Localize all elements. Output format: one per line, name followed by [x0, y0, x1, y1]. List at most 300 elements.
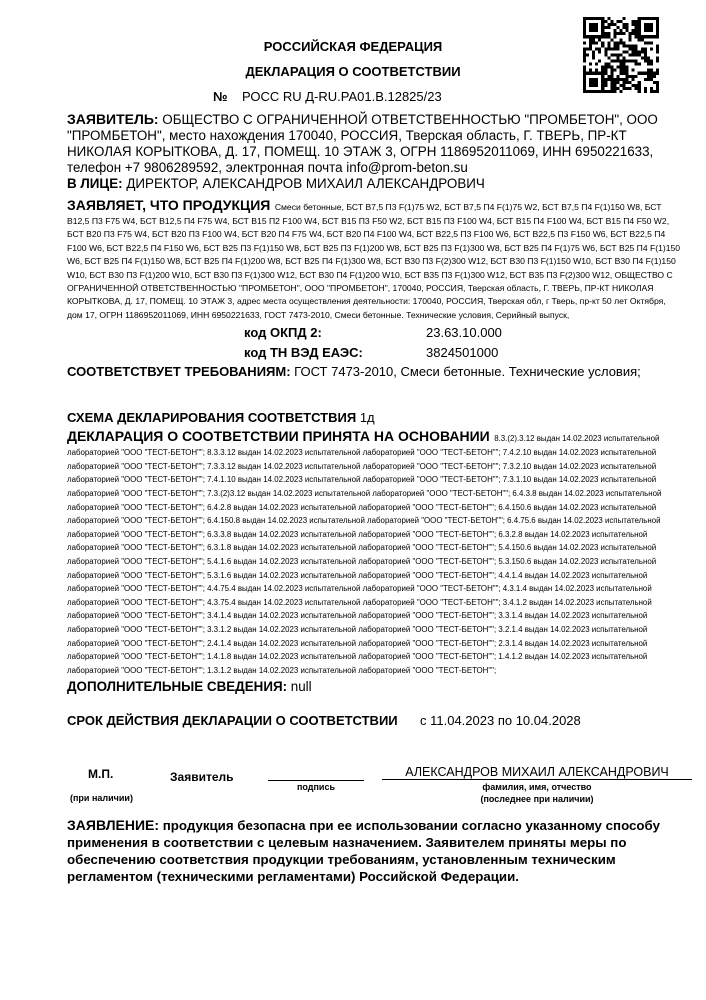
qr-module: [592, 53, 595, 56]
qr-module: [635, 50, 638, 53]
qr-module: [650, 87, 653, 90]
qr-module: [638, 72, 641, 75]
qr-module: [595, 23, 598, 26]
qr-module: [586, 17, 589, 20]
qr-module: [589, 35, 592, 38]
qr-module: [638, 63, 641, 66]
qr-module: [601, 17, 604, 20]
qr-module: [589, 63, 592, 66]
qr-module: [619, 63, 622, 66]
okpd-label: код ОКПД 2:: [244, 325, 322, 341]
qr-module: [650, 69, 653, 72]
qr-module: [601, 66, 604, 69]
qr-module: [583, 69, 586, 72]
qr-module: [601, 44, 604, 47]
qr-module: [635, 29, 638, 32]
qr-module: [629, 60, 632, 63]
qr-module: [592, 50, 595, 53]
qr-module: [604, 81, 607, 84]
qr-module: [616, 44, 619, 47]
qr-module: [635, 53, 638, 56]
qr-module: [626, 23, 629, 26]
qr-module: [607, 17, 610, 20]
qr-module: [635, 84, 638, 87]
qr-module: [650, 78, 653, 81]
qr-module: [635, 87, 638, 90]
qr-module: [635, 60, 638, 63]
qr-module: [604, 20, 607, 23]
qr-module: [601, 41, 604, 44]
qr-module: [656, 20, 659, 23]
qr-module: [613, 29, 616, 32]
qr-module: [607, 26, 610, 29]
qr-module: [632, 20, 635, 23]
qr-code: [583, 15, 659, 95]
qr-module: [583, 78, 586, 81]
qr-module: [601, 84, 604, 87]
qr-module: [589, 29, 592, 32]
qr-module: [626, 66, 629, 69]
qr-module: [623, 81, 626, 84]
qr-module: [641, 35, 644, 38]
qr-module: [595, 78, 598, 81]
qr-module: [583, 23, 586, 26]
qr-module: [623, 41, 626, 44]
qr-module: [616, 75, 619, 78]
qr-module: [650, 90, 653, 93]
statement-text: продукция безопасна при ее использовании согласно указанному способу применения в соответствии с целевым назначением. Заявителем приняты меры по обеспечению соответствия продукции требованиям, установленным техническим регламентом (техническими регламентами) Российской Федерации.: [67, 818, 660, 885]
qr-module: [653, 72, 656, 75]
basis-section: [67, 427, 682, 676]
qr-module: [656, 32, 659, 35]
qr-module: [629, 87, 632, 90]
qr-module: [583, 47, 586, 50]
qr-module: [632, 60, 635, 63]
qr-module: [647, 26, 650, 29]
qr-module: [613, 35, 616, 38]
qr-module: [656, 69, 659, 72]
qr-module: [613, 78, 616, 81]
qr-module: [583, 87, 586, 90]
qr-module: [623, 23, 626, 26]
qr-module: [613, 60, 616, 63]
qr-module: [629, 53, 632, 56]
qr-module: [607, 23, 610, 26]
qr-module: [626, 78, 629, 81]
qr-module: [623, 44, 626, 47]
statement-label: ЗАЯВЛЕНИЕ:: [67, 817, 160, 834]
qr-module: [595, 26, 598, 29]
qr-module: [626, 60, 629, 63]
qr-module: [619, 90, 622, 93]
qr-module: [635, 44, 638, 47]
qr-module: [623, 26, 626, 29]
qr-module: [583, 41, 586, 44]
qr-module: [638, 38, 641, 41]
qr-module: [623, 84, 626, 87]
qr-module: [632, 53, 635, 56]
seal-note: (при наличии): [70, 793, 133, 804]
qr-module: [601, 78, 604, 81]
country-title: РОССИЙСКАЯ ФЕДЕРАЦИЯ: [263, 39, 443, 54]
qr-module: [623, 17, 626, 20]
qr-module: [592, 35, 595, 38]
okpd-row: [244, 324, 682, 342]
qr-module: [604, 63, 607, 66]
qr-module: [592, 17, 595, 20]
qr-module: [583, 72, 586, 75]
qr-module: [589, 81, 592, 84]
qr-module: [644, 50, 647, 53]
qr-module: [619, 66, 622, 69]
qr-module: [604, 66, 607, 69]
qr-module: [601, 69, 604, 72]
qr-module: [626, 87, 629, 90]
qr-module: [656, 29, 659, 32]
qr-module: [632, 75, 635, 78]
qr-module: [629, 44, 632, 47]
qr-module: [607, 57, 610, 60]
qr-module: [656, 23, 659, 26]
qr-module: [592, 38, 595, 41]
qr-module: [650, 26, 653, 29]
qr-module: [626, 69, 629, 72]
qr-module: [592, 29, 595, 32]
qr-module: [629, 32, 632, 35]
qr-module: [613, 84, 616, 87]
qr-module: [626, 72, 629, 75]
qr-module: [589, 47, 592, 50]
qr-module: [650, 75, 653, 78]
compliance-label: СООТВЕТСТВУЕТ ТРЕБОВАНИЯМ:: [67, 364, 291, 380]
qr-module: [629, 47, 632, 50]
applicant-sign-label: Заявитель: [170, 770, 234, 785]
qr-module: [626, 81, 629, 84]
qr-module: [598, 35, 601, 38]
qr-module: [638, 17, 641, 20]
qr-module: [641, 57, 644, 60]
qr-module: [616, 53, 619, 56]
qr-module: [610, 47, 613, 50]
qr-module: [601, 75, 604, 78]
qr-module: [644, 60, 647, 63]
qr-module: [653, 75, 656, 78]
applicant-text: ОБЩЕСТВО С ОГРАНИЧЕННОЙ ОТВЕТСТВЕННОСТЬЮ "ПРОМБЕТОН", ООО "ПРОМБЕТОН", место нахождения 170040, РОССИЯ, Тверская область, Г. ТВЕРЬ, ПР-КТ НИКОЛАЯ КОРЫТКОВА, Д. 17, ПОМЕЩ. 10 ЭТАЖ 3, ОГРН 1186952011069, ИНН 6950221633, телефон +7 9806289592, электронная почта info@prom-beton.su: [67, 112, 658, 175]
qr-module: [647, 60, 650, 63]
qr-module: [635, 26, 638, 29]
qr-module: [647, 23, 650, 26]
qr-module: [607, 35, 610, 38]
qr-module: [583, 84, 586, 87]
document-title: ДЕКЛАРАЦИЯ О СООТВЕТСТВИИ: [245, 64, 461, 79]
qr-module: [616, 20, 619, 23]
qr-module: [619, 29, 622, 32]
qr-module: [610, 38, 613, 41]
qr-module: [635, 23, 638, 26]
qr-module: [635, 75, 638, 78]
qr-module: [586, 90, 589, 93]
qr-module: [656, 72, 659, 75]
qr-module: [583, 29, 586, 32]
qr-module: [613, 69, 616, 72]
qr-module: [583, 20, 586, 23]
qr-module: [610, 66, 613, 69]
qr-module: [641, 38, 644, 41]
qr-module: [647, 69, 650, 72]
qr-module: [647, 78, 650, 81]
qr-module: [632, 50, 635, 53]
tnved-row: [244, 344, 682, 362]
qr-module: [616, 47, 619, 50]
qr-module: [650, 41, 653, 44]
qr-module: [601, 20, 604, 23]
qr-module: [589, 41, 592, 44]
qr-module: [638, 35, 641, 38]
qr-module: [629, 38, 632, 41]
qr-module: [623, 50, 626, 53]
qr-module: [604, 90, 607, 93]
additional-label: ДОПОЛНИТЕЛЬНЫЕ СВЕДЕНИЯ:: [67, 679, 288, 695]
qr-module: [626, 50, 629, 53]
qr-module: [598, 47, 601, 50]
qr-module: [595, 90, 598, 93]
qr-module: [635, 47, 638, 50]
qr-module: [644, 57, 647, 60]
qr-module: [595, 69, 598, 72]
qr-module: [638, 90, 641, 93]
qr-module: [638, 32, 641, 35]
qr-module: [595, 72, 598, 75]
scheme-value: 1д: [359, 410, 375, 426]
qr-module: [656, 57, 659, 60]
qr-module: [650, 47, 653, 50]
qr-module: [653, 35, 656, 38]
qr-module: [613, 53, 616, 56]
qr-module: [619, 72, 622, 75]
qr-module: [647, 17, 650, 20]
signature-line: [268, 780, 364, 781]
qr-module: [613, 23, 616, 26]
signature-caption: подпись: [296, 782, 336, 793]
qr-module: [610, 20, 613, 23]
signature-block: [0, 765, 706, 815]
qr-module: [610, 69, 613, 72]
name-caption: фамилия, имя, отчество: [482, 782, 592, 793]
qr-module: [589, 44, 592, 47]
qr-module: [650, 23, 653, 26]
qr-module: [616, 66, 619, 69]
qr-module: [656, 60, 659, 63]
qr-module: [623, 69, 626, 72]
qr-module: [607, 41, 610, 44]
qr-module: [592, 23, 595, 26]
qr-module: [644, 90, 647, 93]
qr-module: [644, 78, 647, 81]
qr-module: [656, 50, 659, 53]
qr-module: [653, 81, 656, 84]
qr-module: [607, 66, 610, 69]
qr-module: [644, 35, 647, 38]
qr-module: [604, 47, 607, 50]
qr-module: [632, 47, 635, 50]
qr-module: [635, 20, 638, 23]
qr-module: [623, 66, 626, 69]
qr-module: [619, 78, 622, 81]
qr-module: [650, 29, 653, 32]
qr-module: [647, 35, 650, 38]
qr-module: [601, 87, 604, 90]
qr-module: [592, 78, 595, 81]
additional-value: null: [290, 679, 312, 695]
qr-module: [638, 84, 641, 87]
qr-module: [589, 17, 592, 20]
qr-module: [656, 81, 659, 84]
qr-module: [638, 53, 641, 56]
qr-module: [638, 26, 641, 29]
qr-module: [616, 26, 619, 29]
qr-module: [589, 78, 592, 81]
qr-module: [650, 35, 653, 38]
qr-module: [623, 63, 626, 66]
qr-module: [616, 81, 619, 84]
qr-module: [644, 72, 647, 75]
qr-module: [601, 72, 604, 75]
qr-module: [626, 26, 629, 29]
qr-module: [650, 17, 653, 20]
qr-module: [616, 60, 619, 63]
qr-module: [638, 23, 641, 26]
qr-module: [656, 90, 659, 93]
qr-module: [647, 72, 650, 75]
qr-module: [619, 60, 622, 63]
qr-module: [647, 29, 650, 32]
qr-module: [610, 87, 613, 90]
qr-module: [607, 47, 610, 50]
qr-module: [607, 75, 610, 78]
qr-module: [592, 84, 595, 87]
scheme-label: СХЕМА ДЕКЛАРИРОВАНИЯ СООТВЕТСТВИЯ: [67, 410, 357, 426]
qr-module: [601, 81, 604, 84]
qr-module: [629, 35, 632, 38]
qr-module: [598, 90, 601, 93]
qr-module: [632, 29, 635, 32]
qr-module: [607, 44, 610, 47]
qr-module: [629, 81, 632, 84]
qr-module: [610, 81, 613, 84]
qr-module: [638, 50, 641, 53]
qr-module: [595, 41, 598, 44]
qr-module: [610, 23, 613, 26]
compliance-section: [67, 364, 682, 380]
qr-module: [589, 38, 592, 41]
qr-module: [610, 75, 613, 78]
qr-module: [592, 26, 595, 29]
qr-module: [610, 90, 613, 93]
qr-module: [583, 57, 586, 60]
qr-module: [598, 50, 601, 53]
qr-module: [607, 63, 610, 66]
qr-module: [589, 23, 592, 26]
qr-module: [592, 57, 595, 60]
qr-module: [604, 72, 607, 75]
basis-label: ДЕКЛАРАЦИЯ О СООТВЕТСТВИИ ПРИНЯТА НА ОСНОВАНИИ: [67, 428, 490, 445]
qr-module: [586, 47, 589, 50]
number-value: РОСС RU Д-RU.PA01.B.12825/23: [241, 89, 442, 104]
qr-module: [595, 81, 598, 84]
qr-module: [595, 17, 598, 20]
qr-module: [592, 90, 595, 93]
name-note: (последнее при наличии): [480, 794, 594, 805]
tnved-value: 3824501000: [426, 345, 499, 361]
basis-text: 8.3.(2).3.12 выдан 14.02.2023 испытательной лабораторией "ООО "ТЕСТ-БЕТОН""; 8.3.3.12 выдан 14.02.2023 испытательной лабораторией "ООО "ТЕСТ-БЕТОН""; 7.4.2.10 выдан 14.02.2023 испытательной лабораторией "ООО "ТЕСТ-БЕТОН""; 7.3.3.12 выдан 14.02.2023 испытательной лабораторией "ООО "ТЕСТ-БЕТОН""; 7.3.2.10 выдан 14.02.2023 испытательной лабораторией "ООО "ТЕСТ-БЕТОН""; 7.4.1.10 выдан 14.02.2023 испытательной лабораторией "ООО "ТЕСТ-БЕТОН""; 7.3.1.10 выдан 14.02.2023 испытательной лабораторией "ООО "ТЕСТ-БЕТОН""; 7.3.(2)3.12 выдан 14.02.2023 испытательной лабораторией "ООО "ТЕСТ-БЕТОН""; 6.4.3.8 выдан 14.02.2023 испытательной лабораторией "ООО "ТЕСТ-БЕТОН""; 6.4.2.8 выдан 14.02.2023 испытательной лабораторией "ООО "ТЕСТ-БЕТОН""; 6.4.150.6 выдан 14.02.2023 испытательной лабораторией "ООО "ТЕСТ-БЕТОН""; 6.4.150.8 выдан 14.02.2023 испытательной лабораторией "ООО "ТЕСТ-БЕТОН""; 6.4.75.6 выдан 14.02.2023 испытательной лабораторией "ООО "ТЕСТ-БЕТОН""; 6.3.3.8 выдан 14.02.2023 испытательной лабораторией "ООО "ТЕСТ-БЕТОН""; 6.3.2.8 выдан 14.02.2023 испытательной лабораторией "ООО "ТЕСТ-БЕТОН""; 6.3.1.8 выдан 14.02.2023 испытательной лабораторией "ООО "ТЕСТ-БЕТОН""; 5.4.150.6 выдан 14.02.2023 испытательной лабораторией "ООО "ТЕСТ-БЕТОН""; 5.4.1.6 выдан 14.02.2023 испытательной лабораторией "ООО "ТЕСТ-БЕТОН""; 5.3.150.6 выдан 14.02.2023 испытательной лабораторией "ООО "ТЕСТ-БЕТОН""; 5.3.1.6 выдан 14.02.2023 испытательной лабораторией "ООО "ТЕСТ-БЕТОН""; 4.4.1.4 выдан 14.02.2023 испытательной лабораторией "ООО "ТЕСТ-БЕТОН""; 4.4.75.4 выдан 14.02.2023 испытательной лабораторией "ООО "ТЕСТ-БЕТОН""; 4.3.1.4 выдан 14.02.2023 испытательной лабораторией "ООО "ТЕСТ-БЕТОН""; 4.3.75.4 выдан 14.02.2023 испытательной лабораторией "ООО "ТЕСТ-БЕТОН""; 3.4.1.2 выдан 14.02.2023 испытательной лабораторией "ООО "ТЕСТ-БЕТОН""; 3.4.1.4 выдан 14.02.2023 испытательной лабораторией "ООО "ТЕСТ-БЕТОН""; 3.3.1.4 выдан 14.02.2023 испытательной лабораторией "ООО "ТЕСТ-БЕТОН""; 3.3.1.2 выдан 14.02.2023 испытательной лабораторией "ООО "ТЕСТ-БЕТОН""; 3.2.1.4 выдан 14.02.2023 испытательной лабораторией "ООО "ТЕСТ-БЕТОН""; 2.4.1.4 выдан 14.02.2023 испытательной лабораторией "ООО "ТЕСТ-БЕТОН""; 2.3.1.4 выдан 14.02.2023 испытательной лабораторией "ООО "ТЕСТ-БЕТОН""; 1.4.1.8 выдан 14.02.2023 испытательной лабораторией "ООО "ТЕСТ-БЕТОН""; 1.4.1.2 выдан 14.02.2023 испытательной лабораторией "ООО "ТЕСТ-БЕТОН""; 1.3.1.2 выдан 14.02.2023 испытательной лабораторией "ООО "ТЕСТ-БЕТОН"";: [67, 434, 662, 675]
qr-module: [632, 78, 635, 81]
compliance-text: ГОСТ 7473-2010, Смеси бетонные. Технические условия;: [294, 364, 641, 380]
qr-module: [644, 23, 647, 26]
validity-value: с 11.04.2023 по 10.04.2028: [420, 713, 581, 729]
scheme-section: [67, 410, 682, 426]
okpd-value: 23.63.10.000: [426, 325, 502, 341]
qr-module: [586, 53, 589, 56]
qr-module: [613, 90, 616, 93]
product-text: Смеси бетонные, БСТ B7,5 П3 F(1)75 W2, БСТ B7,5 П4 F(1)75 W2, БСТ B7,5 П4 F(1)150 W8, БСТ B12,5 П3 F75 W4, БСТ B12,5 П4 F75 W4, БСТ B15 П2 F100 W4, БСТ B15 П3 F50 W2, БСТ B15 П3 F100 W4, БСТ B15 П4 F100 W4, БСТ B15 П4 F50 W2, БСТ B20 П3 F75 W4, БСТ B20 П3 F100 W4, БСТ B20 П4 F75 W4, БСТ B20 П4 F100 W4, БСТ B22,5 П3 F100 W6, БСТ B22,5 П3 F150 W6, БСТ B22,5 П4 F100 W6, БСТ B22,5 П4 F150 W6, БСТ B25 П3 F(1)150 W8, БСТ B25 П3 F(1)200 W8, БСТ B25 П3 F(1)300 W8, БСТ B25 П4 F(1)75 W6, БСТ B25 П4 F(1)150 W6, БСТ B25 П4 F(1)150 W8, БСТ B25 П4 F(1)200 W8, БСТ B25 П4 F(1)300 W8, БСТ B30 П3 F(2)300 W12, БСТ B30 П3 F(1)150 W10, БСТ B30 П4 F(1)150 W10, БСТ B30 П3 F(1)200 W10, БСТ B30 П3 F(1)300 W12, БСТ B30 П4 F(1)200 W10, БСТ B35 П3 F(1)300 W12, БСТ B35 П3 F(2)300 W12, ОБЩЕСТВО С ОГРАНИЧЕННОЙ ОТВЕТСТВЕННОСТЬЮ "ПРОМБЕТОН", ООО "ПРОМБЕТОН", 170040, РОССИЯ, Тверская область, Г. ТВЕРЬ, ПР-КТ НИКОЛАЯ КОРЫТКОВА, Д. 17, ПОМЕЩ. 10 ЭТАЖ 3, адрес места осуществления деятельности: 170040, РОССИЯ, Тверская обл, г Тверь, пр-кт 50 лет Октября, дом 17, ОГРН 1186952011069, ИНН 6950221633, ГОСТ 7473-2010, Смеси бетонные. Технические условия, Серийный выпуск,: [67, 202, 681, 320]
qr-module: [616, 57, 619, 60]
applicant-label: ЗАЯВИТЕЛЬ:: [67, 111, 159, 127]
qr-module: [641, 72, 644, 75]
qr-module: [644, 41, 647, 44]
qr-module: [619, 84, 622, 87]
tnved-label: код ТН ВЭД ЕАЭС:: [244, 345, 363, 361]
qr-module: [607, 90, 610, 93]
qr-module: [604, 35, 607, 38]
qr-module: [641, 47, 644, 50]
qr-module: [601, 23, 604, 26]
qr-module: [613, 87, 616, 90]
qr-module: [623, 60, 626, 63]
qr-module: [616, 78, 619, 81]
qr-module: [589, 90, 592, 93]
qr-module: [632, 84, 635, 87]
qr-module: [635, 35, 638, 38]
qr-module: [592, 72, 595, 75]
qr-module: [623, 78, 626, 81]
qr-module: [601, 32, 604, 35]
qr-module: [632, 32, 635, 35]
qr-module: [623, 32, 626, 35]
qr-module: [656, 47, 659, 50]
qr-module: [598, 72, 601, 75]
qr-module: [629, 75, 632, 78]
qr-module: [586, 35, 589, 38]
qr-module: [613, 44, 616, 47]
qr-module: [610, 72, 613, 75]
qr-module: [613, 41, 616, 44]
qr-module: [604, 53, 607, 56]
qr-module: [586, 72, 589, 75]
qr-module: [647, 41, 650, 44]
qr-module: [638, 81, 641, 84]
qr-module: [601, 29, 604, 32]
person-label: В ЛИЦЕ:: [67, 176, 123, 191]
qr-module: [583, 26, 586, 29]
qr-module: [647, 75, 650, 78]
qr-module: [604, 69, 607, 72]
qr-module: [623, 87, 626, 90]
qr-module: [604, 84, 607, 87]
qr-module: [632, 44, 635, 47]
qr-module: [647, 57, 650, 60]
qr-module: [616, 41, 619, 44]
qr-module: [589, 26, 592, 29]
